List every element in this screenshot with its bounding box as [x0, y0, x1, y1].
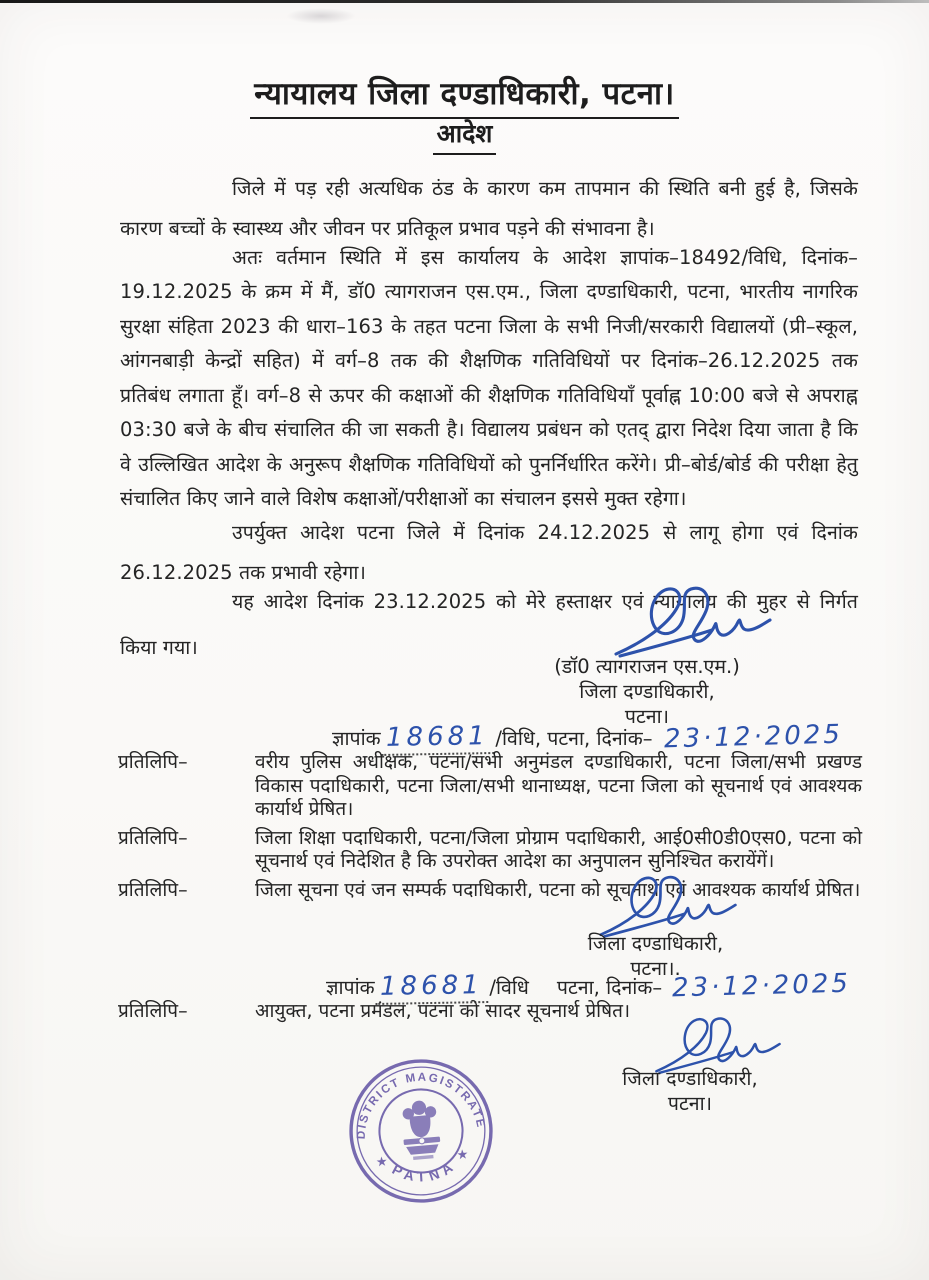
copy-text: जिला सूचना एवं जन सम्पर्क पदाधिकारी, पटना को सूचनार्थ एवं आवश्यक कार्यार्थ प्रेषित। — [255, 878, 861, 901]
page-title — [0, 72, 929, 119]
copy-row-3 — [118, 879, 862, 903]
page-title-text: न्यायालय जिला दण्डाधिकारी, पटना। — [250, 72, 679, 119]
paragraph-issuance: यह आदेश दिनांक 23.12.2025 को मेरे हस्ताक्षर एवं न्यायालय की मुहर से निर्गत किया गया। — [120, 589, 858, 659]
paragraph-effective-dates: उपर्युक्त आदेश पटना जिले में दिनांक 24.12.2025 से लागू होगा एवं दिनांक 26.12.2025 तक प्रभावी रहेगा। — [120, 520, 858, 584]
copy-label: प्रतिलिपि– — [118, 878, 188, 901]
copy-row-2 — [118, 827, 862, 874]
copy-text: जिला शिक्षा पदाधिकारी, पटना/जिला प्रोग्राम पदाधिकारी, आई0सी0डी0एस0, पटना को सूचनार्थ एवं निदेशित है कि उपरोक्त आदेश का अनुपालन सुनिश्चित करायेंगें। — [255, 826, 862, 872]
copy-label: प्रतिलिपि– — [118, 751, 188, 773]
memo-suffix: /विधि, पटना, दिनांक– — [495, 727, 653, 750]
memo-suffix-vidhi: /विधि — [489, 976, 529, 999]
copies-list — [118, 751, 862, 902]
memo-label: ज्ञापांक — [332, 727, 381, 750]
star-icon: ★ — [375, 1153, 389, 1170]
district-magistrate-stamp — [340, 1050, 503, 1213]
signatory-title: जिला दण्डाधिकारी, — [587, 932, 724, 955]
star-icon: ★ — [456, 1146, 470, 1163]
memo-number-handwritten: 18681 — [380, 721, 493, 756]
copy-text: आयुक्त, पटना प्रमंडल, पटना को सादर सूचनार्थ प्रेषित। — [255, 1000, 631, 1022]
ashoka-lion-capital-icon — [400, 1099, 441, 1161]
scan-artifact-smudge — [286, 8, 356, 24]
signatory-block-3 — [590, 1066, 790, 1116]
order-heading — [0, 116, 929, 155]
copy-label: प्रतिलिपि– — [118, 826, 188, 849]
stamp-bottom-arc-text: PATNA — [389, 1157, 461, 1186]
paragraph-order-body: अतः वर्तमान स्थिति में इस कार्यालय के आदेश ज्ञापांक–18492/विधि, दिनांक–19.12.2025 के क्रम में मैं, डॉ0 त्यागराजन एस.एम., जिला दण्डाधिकारी, पटना, भारतीय नागरिक सुरक्षा संहिता 2023 की धारा–163 के तहत पटना जिला के सभी निजी/सरकारी विद्यालयों (प्री–स्कूल, आंगनबाड़ी केन्द्रों सहित) में वर्ग–8 तक की शैक्षणिक गतिविधियों पर दिनांक–26.12.2025 तक प्रतिबंध लगाता हूँ। वर्ग–8 से ऊपर की कक्षाओं की शैक्षणिक गतिविधियाँ पूर्वाह्न 10:00 बजे से अपराह्न 03:30 बजे के बीच संचालित की जा सकती है। विद्यालय प्रबंधन को एतद् द्वारा निदेश दिया जाता है कि वे उल्लिखित आदेश के अनुरूप शैक्षणिक गतिविधियों को पुनर्निर्धारित करेंगे। प्री–बोर्ड/बोर्ड की परीक्षा हेतु संचालित किए जाने वाले विशेष कक्षाओं/परीक्षाओं का संचालन इससे मुक्त रहेगा। — [120, 245, 858, 510]
signatory-place: पटना। — [624, 705, 670, 728]
paragraph-intro: जिले में पड़ रही अत्यधिक ठंड के कारण कम तापमान की स्थिति बनी हुई है, जिसके कारण बच्चों के स्वास्थ्य और जीवन पर प्रतिकूल प्रभाव पड़ने की संभावना है। — [120, 176, 858, 240]
copy-text: वरीय पुलिस अधीक्षक, पटना/सभी अनुमंडल दण्डाधिकारी, पटना जिला/सभी प्रखण्ड विकास पदाधिकारी, पटना जिला/सभी थानाध्यक्ष, पटना जिला को सूचनार्थ एवं आवश्यक कार्यार्थ प्रेषित। — [255, 751, 862, 820]
memo-label: ज्ञापांक — [326, 976, 375, 999]
copy-row-1 — [118, 751, 862, 822]
signatory-name: (डॉ0 त्यागराजन एस.एम.) — [554, 655, 740, 678]
memo-date-handwritten: 23·12·2025 — [671, 968, 852, 1004]
signatory-block-1 — [533, 654, 761, 729]
signatory-title: जिला दण्डाधिकारी, — [579, 680, 715, 703]
signatory-title: जिला दण्डाधिकारी, — [622, 1067, 758, 1090]
signatory-place: पटना।. — [630, 957, 681, 980]
copy-row-4 — [118, 1000, 862, 1024]
signatory-place: पटना। — [667, 1092, 713, 1115]
memo-number-handwritten: 18681 — [374, 970, 487, 1005]
scan-artifact-line — [0, 0, 929, 3]
order-heading-text: आदेश — [433, 116, 497, 155]
memo-date-handwritten: 23·12·2025 — [664, 719, 844, 755]
memo-suffix-date-label: पटना, दिनांक– — [556, 976, 663, 999]
stamp-top-arc-text: DISTRICT MAGISTRATE — [354, 1070, 488, 1140]
copy-label: प्रतिलिपि– — [118, 1000, 188, 1022]
